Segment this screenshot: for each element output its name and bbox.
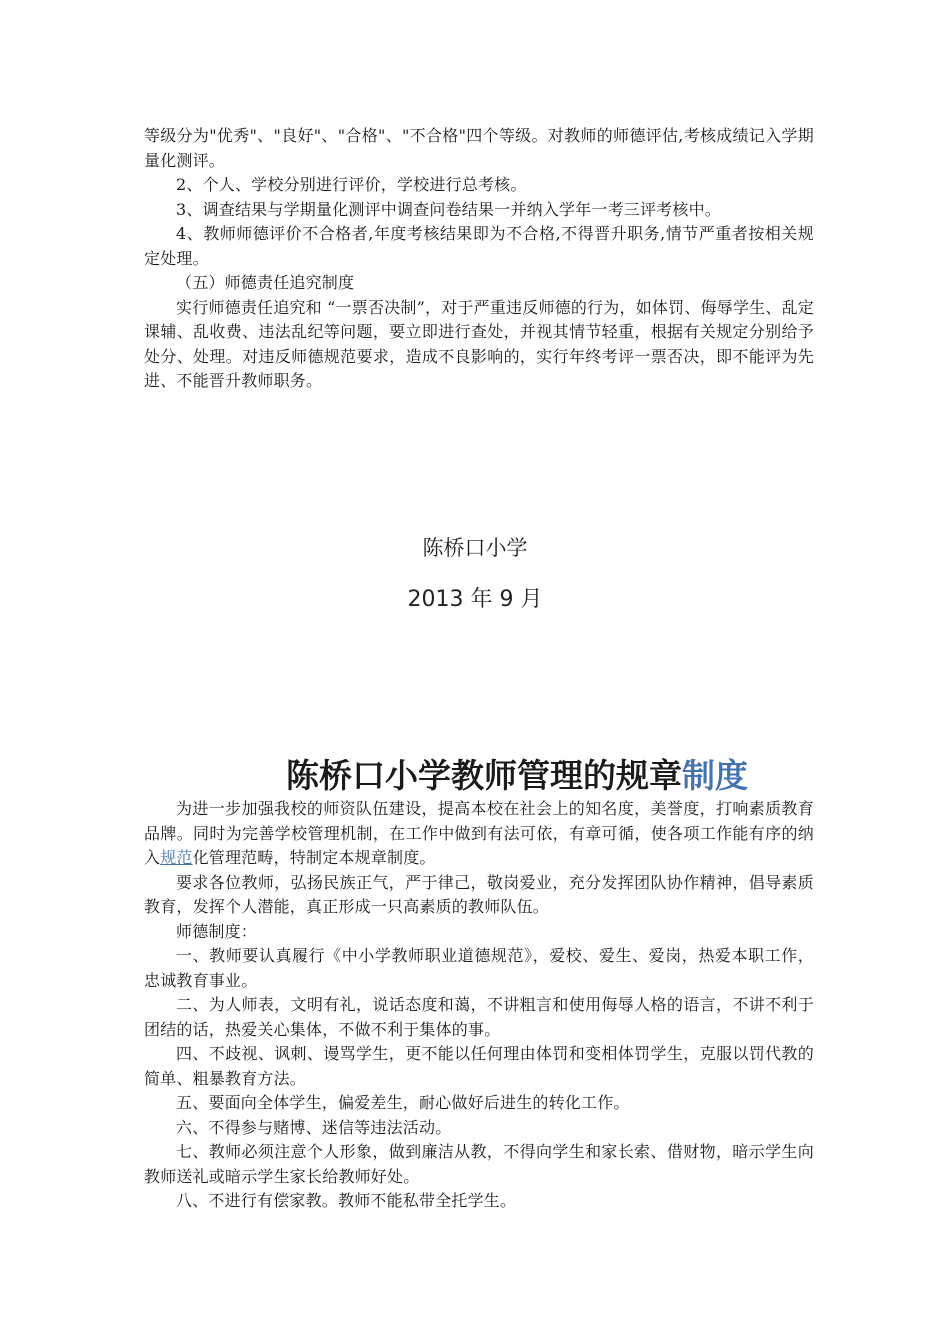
rule-1: 一、教师要认真履行《中小学教师职业道德规范》，爱校、爱生、爱岗，热爱本职工作，忠诚教育事业。	[144, 946, 814, 990]
ethics-heading: 师德制度：	[176, 921, 258, 941]
document-title	[286, 750, 886, 797]
evaluation-section	[144, 124, 814, 394]
accountability-paragraph: 实行师德责任追究和 “一票否决制”，对于严重违反师德的行为，如体罚、侮辱学生、乱定课辅、乱收费、违法乱纪等问题，要立即进行查处，并视其情节轻重，根据有关规定分别给予处分、处理。对违反师德规范要求，造成不良影响的，实行年终考评一票否决，即不能评为先进、不能晋升教师职务。	[144, 297, 814, 390]
evaluation-item-4: 4、教师师德评价不合格者,年度考核结果即为不合格,不得晋升职务,情节严重者按相关规定处理。	[144, 224, 814, 268]
rule-8: 八、不进行有偿家教。教师不能私带全托学生。	[176, 1191, 517, 1210]
rule-6: 六、不得参与赌博、迷信等违法活动。	[176, 1117, 452, 1137]
rule-4: 四、不歧视、讽刺、谩骂学生，更不能以任何理由体罚和变相体罚学生，克服以罚代教的简单、粗暴教育方法。	[144, 1044, 814, 1088]
title-hyperlink[interactable]: 制度	[682, 756, 748, 795]
intro-hyperlink[interactable]: 规范	[160, 848, 193, 867]
intro-text-b: 化管理范畴，特制定本规章制度。	[192, 848, 436, 867]
evaluation-grade-paragraph: 等级分为"优秀"、"良好"、"合格"、"不合格"四个等级。对教师的师德评估,考核成绩记入学期量化测评。	[144, 126, 814, 170]
regulations-section	[144, 797, 814, 1214]
evaluation-item-2: 2、个人、学校分别进行评价，学校进行总考核。	[176, 175, 527, 194]
school-name-signature: 陈桥口小学	[422, 536, 528, 560]
accountability-heading: （五）师德责任追究制度	[176, 273, 355, 292]
document-title-text: 陈桥口小学教师管理的规章	[286, 756, 682, 795]
requirements-paragraph: 要求各位教师，弘扬民族正气，严于律己，敬岗爱业，充分发挥团队协作精神，倡导素质教育，发挥个人潜能，真正形成一只高素质的教师队伍。	[144, 872, 814, 916]
intro-text-a: 为进一步加强我校的师资队伍建设，提高本校在社会上的知名度，美誉度，打响素质教育品牌。同时为完善学校管理机制，在工作中做到有法可依，有章可循，使各项工作能有序的纳入	[144, 799, 814, 867]
intro-paragraph	[144, 797, 814, 871]
rule-5: 五、要面向全体学生，偏爱差生，耐心做好后进生的转化工作。	[176, 1093, 630, 1112]
rule-7: 七、教师必须注意个人形象，做到廉洁从教，不得向学生和家长索、借财物，暗示学生向教师送礼或暗示学生家长给教师好处。	[144, 1142, 814, 1186]
evaluation-item-3: 3、调查结果与学期量化测评中调查问卷结果一并纳入学年一考三评考核中。	[176, 199, 721, 219]
signature-date: 2013 年 9 月	[407, 587, 543, 612]
rule-2: 二、为人师表，文明有礼，说话态度和蔼，不讲粗言和使用侮辱人格的语言，不讲不利于团结的话，热爱关心集体，不做不利于集体的事。	[144, 995, 814, 1039]
